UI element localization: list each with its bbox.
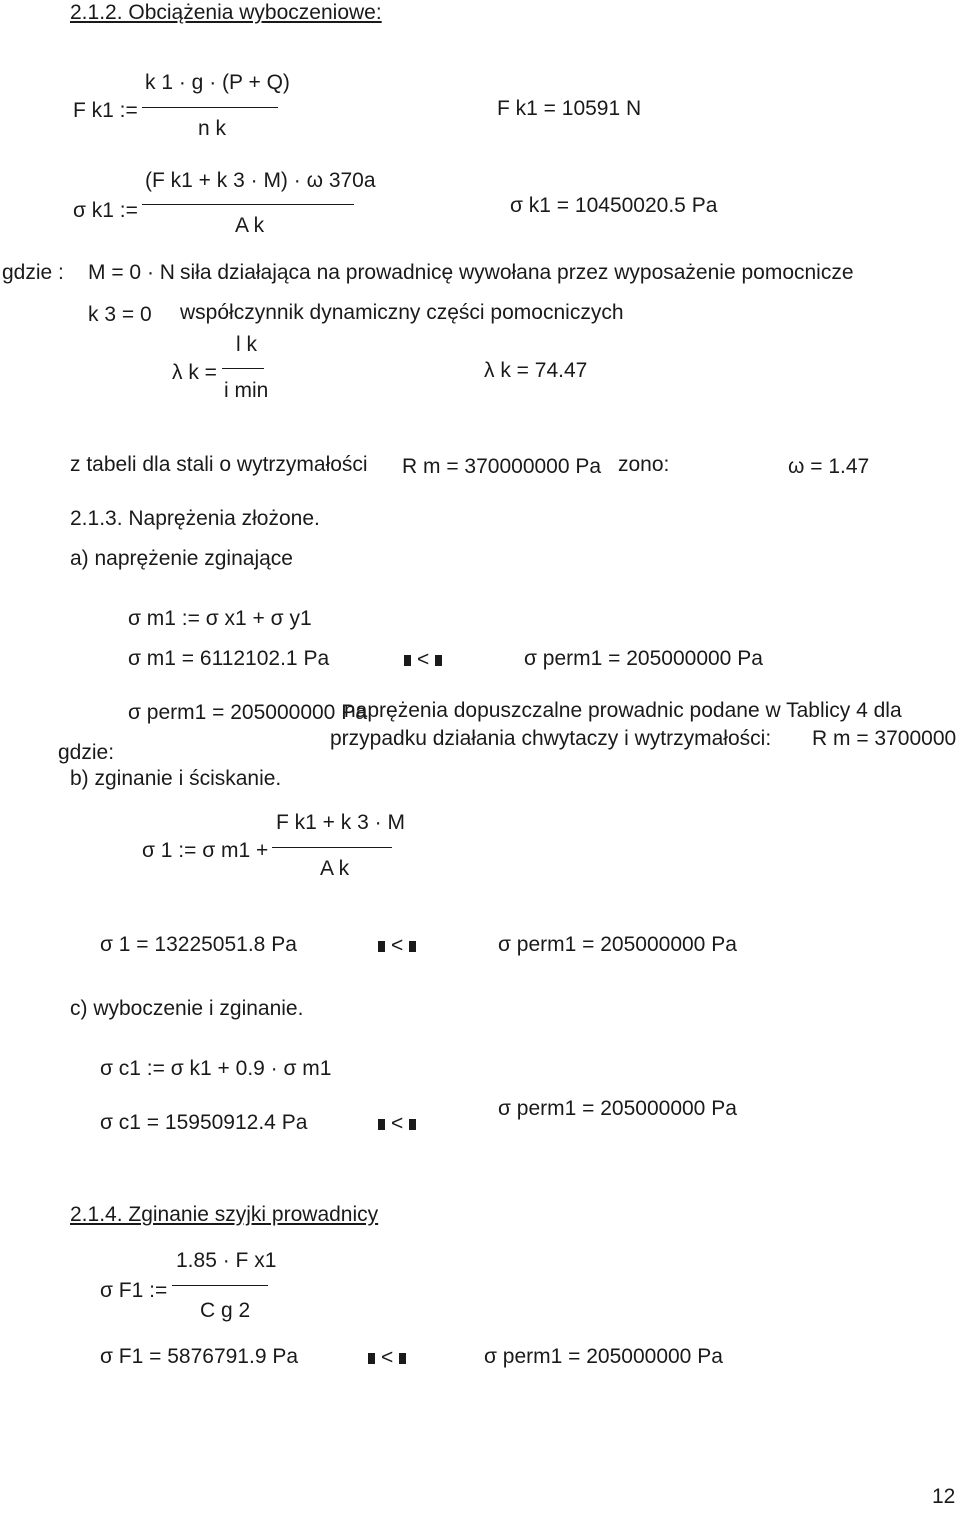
m-equation: M = 0 · N (88, 261, 175, 284)
sperm1-definition: σ perm1 = 205000000 Pa (128, 701, 367, 724)
sk1-numerator: (F k1 + k 3 · M) · ω 370a (145, 169, 376, 192)
sk1-definition-lhs: σ k1 := (73, 199, 138, 222)
section-heading-2-1-2: 2.1.2. Obciążenia wyboczeniowe: (70, 1, 382, 24)
sperm1-result: σ perm1 = 205000000 Pa (524, 647, 763, 670)
fk1-denominator: n k (198, 117, 227, 140)
lambda-denominator: i min (224, 379, 269, 402)
sk1-result: σ k1 = 10450020.5 Pa (510, 194, 718, 217)
s1-denominator: A k (320, 857, 350, 880)
table-row-prefix: z tabeli dla stali o wytrzymałości (70, 453, 368, 476)
lambda-numerator: l k (236, 333, 257, 356)
note-line-1: naprężenia dopuszczalne prowadnic podane w Tablicy 4 dla (344, 699, 902, 722)
s1-definition-lhs: σ 1 := σ m1 + (142, 839, 269, 862)
sk1-denominator: A k (235, 214, 265, 237)
sperm1-result: σ perm1 = 205000000 Pa (498, 933, 737, 956)
sm1-definition: σ m1 := σ x1 + σ y1 (128, 607, 312, 630)
b-label: b) zginanie i ściskanie. (70, 767, 282, 790)
section-heading-2-1-4: 2.1.4. Zginanie szyjki prowadnicy (70, 1203, 379, 1226)
sm1-result: σ m1 = 6112102.1 Pa (128, 647, 330, 670)
s1-fraction-bar (272, 847, 392, 848)
page-number: 12 (932, 1485, 956, 1508)
c-label: c) wyboczenie i zginanie. (70, 997, 304, 1020)
sf1-definition-lhs: σ F1 := (100, 1279, 168, 1302)
sperm1-result: σ perm1 = 205000000 Pa (498, 1097, 737, 1120)
sf1-numerator: 1.85 · F x1 (176, 1249, 277, 1272)
fk1-result: F k1 = 10591 N (497, 97, 642, 120)
less-than-symbol: < (372, 934, 422, 958)
sc1-result: σ c1 = 15950912.4 Pa (100, 1111, 308, 1134)
a-label: a) naprężenie zginające (70, 547, 293, 570)
lambda-fraction-bar (222, 368, 264, 369)
note-line-2: przypadku działania chwytaczy i wytrzymałości: (330, 727, 772, 750)
s1-result: σ 1 = 13225051.8 Pa (100, 933, 297, 956)
omega-value: ω = 1.47 (788, 455, 870, 478)
fk1-definition-lhs: F k1 := (73, 99, 138, 122)
less-than-symbol: < (398, 648, 448, 672)
less-than-symbol: < (372, 1112, 422, 1136)
m-description: siła działająca na prowadnicę wywołana przez wyposażenie pomocnicze (180, 261, 854, 284)
fk1-numerator: k 1 · g · (P + Q) (145, 71, 290, 94)
sf1-fraction-bar (172, 1285, 268, 1286)
lambda-result: λ k = 74.47 (484, 359, 588, 382)
fk1-fraction-bar (142, 107, 278, 108)
table-row-suffix: zono: (618, 453, 670, 476)
sperm1-result: σ perm1 = 205000000 Pa (484, 1345, 723, 1368)
sc1-definition: σ c1 := σ k1 + 0.9 · σ m1 (100, 1057, 332, 1080)
section-heading-2-1-3: 2.1.3. Naprężenia złożone. (70, 507, 320, 530)
k3-equation: k 3 = 0 (88, 303, 152, 326)
lambda-lhs: λ k = (172, 361, 217, 384)
sf1-result: σ F1 = 5876791.9 Pa (100, 1345, 299, 1368)
sk1-fraction-bar (142, 204, 354, 205)
sf1-denominator: C g 2 (200, 1299, 251, 1322)
gdzie-label: gdzie : (2, 261, 64, 284)
gdzie-label-2: gdzie: (58, 741, 115, 764)
less-than-symbol: < (362, 1346, 412, 1370)
note-rm-value: R m = 3700000 (812, 727, 957, 750)
k3-description: współczynnik dynamiczny części pomocniczych (180, 301, 624, 324)
s1-numerator: F k1 + k 3 · M (276, 811, 405, 834)
rm-value: R m = 370000000 Pa (402, 455, 602, 478)
